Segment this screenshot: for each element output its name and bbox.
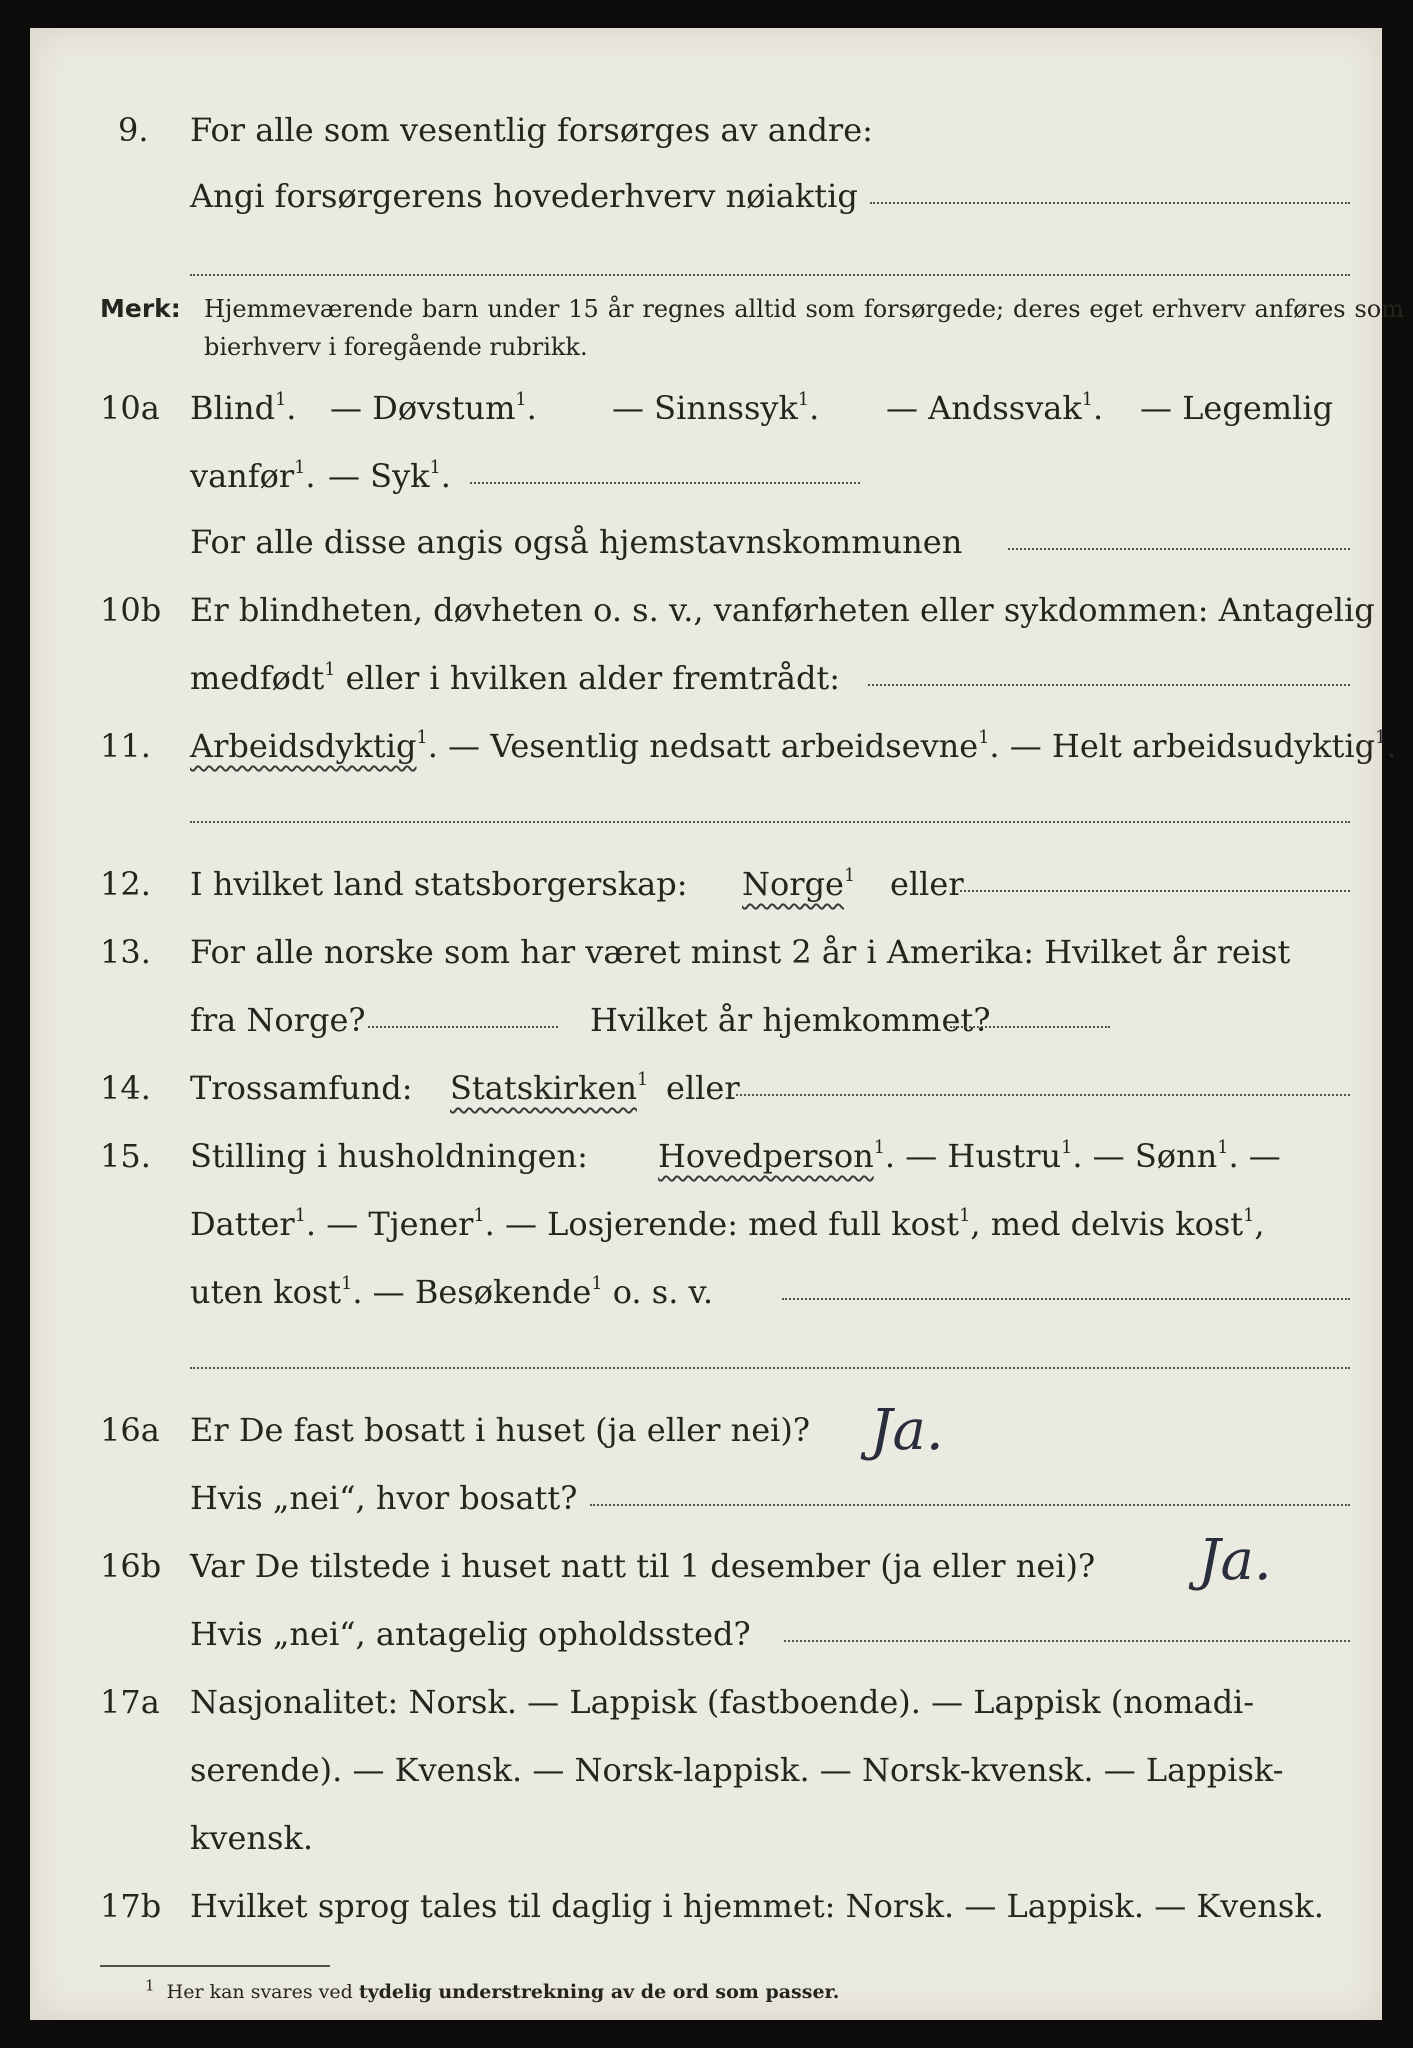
- answer-line[interactable]: [870, 202, 1350, 204]
- question-text: Datter$^1$. — Tjener$^1$. — Losjerende: med full kost$^1$, med delvis kost$^1$,: [190, 1205, 1265, 1243]
- question-text: Nasjonalitet: Norsk. — Lappisk (fastboende). — Lappisk (nomadi-: [190, 1683, 1255, 1721]
- option-syk: — Syk$^1$.: [328, 457, 451, 495]
- option-norge: Norge$^1$: [742, 865, 856, 903]
- census-form-page: [30, 28, 1404, 2020]
- underlined-answer: Statskirken: [450, 1069, 637, 1107]
- question-text: fra Norge?: [190, 1001, 366, 1039]
- question-number: 14.: [100, 1069, 151, 1107]
- question-text: Trossamfund:: [190, 1069, 413, 1107]
- question-text: Var De tilstede i huset natt til 1 desember (ja eller nei)?: [190, 1547, 1096, 1585]
- answer-line[interactable]: [784, 1640, 1350, 1642]
- question-text: medfødt$^1$ eller i hvilken alder fremtrådt:: [190, 659, 841, 697]
- question-text: Arbeidsdyktig$^1$. — Vesentlig nedsatt arbeidsevne$^1$. — Helt arbeidsudyktig$^1$.: [190, 727, 1397, 765]
- question-text: For alle som vesentlig forsørges av andre:: [190, 111, 873, 149]
- answer-line[interactable]: [190, 821, 1350, 823]
- question-text: Hvis „nei“, hvor bosatt?: [190, 1479, 578, 1517]
- question-text: serende). — Kvensk. — Norsk-lappisk. — Norsk-kvensk. — Lappisk-: [190, 1751, 1284, 1789]
- question-text: Er blindheten, døvheten o. s. v., vanførheten eller sykdommen: Antagelig: [190, 591, 1375, 629]
- answer-line[interactable]: [782, 1298, 1350, 1300]
- question-number: 10b: [100, 591, 162, 629]
- question-text: eller: [666, 1069, 740, 1107]
- answer-line[interactable]: [190, 274, 1350, 276]
- option-blind: Blind$^1$.: [190, 389, 297, 427]
- question-text: uten kost$^1$. — Besøkende$^1$ o. s. v.: [190, 1273, 713, 1311]
- option-hovedperson: Hovedperson$^1$. — Hustru$^1$. — Sønn$^1$. —: [658, 1137, 1281, 1175]
- answer-line[interactable]: [590, 1504, 1350, 1506]
- underlined-answer: Norge: [742, 865, 844, 903]
- option-andssvak: — Andssvak$^1$.: [886, 389, 1104, 427]
- question-number: 12.: [100, 865, 151, 903]
- question-number: 16a: [100, 1411, 160, 1449]
- question-text: I hvilket land statsborgerskap:: [190, 865, 688, 903]
- option-legemlig: — Legemlig: [1140, 389, 1334, 427]
- question-text: Hvilket år hjemkommet?: [590, 1001, 991, 1039]
- question-text: kvensk.: [190, 1819, 313, 1857]
- question-number: 13.: [100, 933, 151, 971]
- answer-line[interactable]: [960, 890, 1350, 892]
- answer-line[interactable]: [736, 1094, 1350, 1096]
- question-number: 15.: [100, 1137, 151, 1175]
- option-dovstum: — Døvstum$^1$.: [330, 389, 537, 427]
- note-text: Hjemmeværende barn under 15 år regnes alltid som forsørgede; deres eget erhverv anføres som bierhverv i foregående rubrikk.: [204, 295, 1404, 361]
- underlined-answer: Hovedperson: [658, 1137, 874, 1175]
- question-text: Hvilket sprog tales til daglig i hjemmet: Norsk. — Lappisk. — Kvensk.: [190, 1887, 1324, 1925]
- question-number: 16b: [100, 1547, 162, 1585]
- option-vanfor: vanfør$^1$.: [190, 457, 316, 495]
- footnote-rule: [100, 1965, 330, 1967]
- underlined-answer: Arbeidsdyktig: [190, 727, 417, 765]
- question-number: 11.: [100, 727, 151, 765]
- handwritten-answer[interactable]: Ja.: [870, 1398, 944, 1463]
- answer-line[interactable]: [868, 684, 1350, 686]
- answer-line[interactable]: [1008, 548, 1350, 550]
- question-text: Hvis „nei“, antagelig opholdssted?: [190, 1615, 751, 1653]
- question-text: Angi forsørgerens hovederhverv nøiaktig: [190, 177, 858, 215]
- question-text: eller: [890, 865, 964, 903]
- answer-line[interactable]: [950, 1026, 1110, 1028]
- question-number: 10a: [100, 389, 160, 427]
- footnote: $^1$ Her kan svares ved tydelig understrekning av de ord som passer.: [145, 1976, 840, 2003]
- answer-line[interactable]: [368, 1026, 558, 1028]
- question-text: For alle disse angis også hjemstavnskommunen: [190, 523, 963, 561]
- question-text: Er De fast bosatt i huset (ja eller nei)?: [190, 1411, 811, 1449]
- option-statskirken: Statskirken$^1$: [450, 1069, 649, 1107]
- answer-line[interactable]: [470, 482, 860, 484]
- option-sinnssyk: — Sinnssyk$^1$.: [612, 389, 820, 427]
- question-number: 9.: [118, 111, 149, 149]
- note-label: Merk:: [100, 294, 181, 323]
- answer-line[interactable]: [190, 1367, 1350, 1369]
- question-text: Stilling i husholdningen:: [190, 1137, 588, 1175]
- question-number: 17a: [100, 1683, 160, 1721]
- question-number: 17b: [100, 1887, 162, 1925]
- handwritten-answer[interactable]: Ja.: [1198, 1528, 1272, 1593]
- question-text: For alle norske som har været minst 2 år i Amerika: Hvilket år reist: [190, 933, 1291, 971]
